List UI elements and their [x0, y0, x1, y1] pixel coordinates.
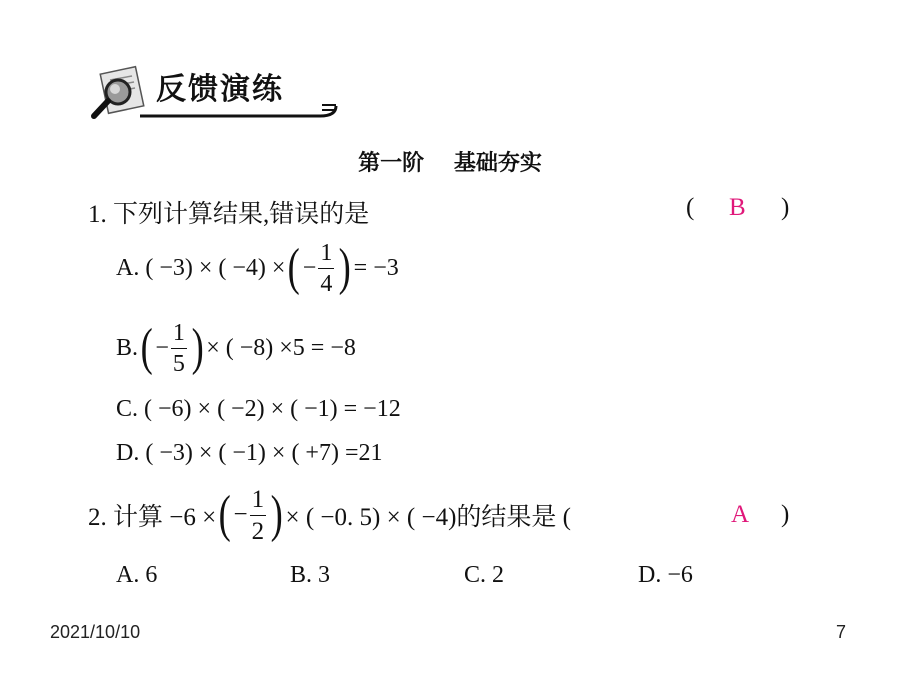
- option-c: C. ( −6) × ( −2) × ( −1) = −12: [116, 396, 401, 422]
- option-a-sign: −: [302, 254, 317, 281]
- title-underline: [140, 96, 345, 122]
- option-d: D. ( −3) × ( −1) × ( +7) =21: [116, 440, 383, 466]
- question-1-answer: B: [729, 194, 746, 221]
- question-2-fraction: [250, 487, 267, 544]
- question-2-sign: −: [233, 501, 248, 528]
- magnifier-icon: [88, 64, 148, 120]
- question-2-answer: A: [731, 501, 750, 528]
- fraction-numerator: 1: [171, 321, 187, 349]
- question-1-paren-close: ): [781, 194, 790, 221]
- left-paren: (: [218, 486, 231, 543]
- right-paren: ): [338, 239, 352, 296]
- question-2-prefix: 2. 计算 −6 ×: [88, 504, 217, 531]
- option-b-sign: −: [155, 334, 169, 361]
- option-a-suffix: = −3: [353, 254, 399, 281]
- fraction-denominator: 4: [320, 270, 333, 297]
- option-b-prefix: B.: [116, 334, 139, 361]
- left-paren: (: [288, 239, 301, 296]
- section-title: 第一阶 基础夯实: [358, 150, 542, 176]
- question-1-paren-open: (: [686, 194, 695, 221]
- option-a: [116, 240, 399, 296]
- page-number: 7: [836, 622, 847, 642]
- option-b-suffix: × ( −8) ×5 = −8: [206, 334, 356, 361]
- question-1-text: 1. 下列计算结果,错误的是: [88, 201, 370, 228]
- left-paren: (: [140, 319, 153, 376]
- fraction-numerator: 1: [318, 241, 334, 269]
- question-2-paren-close: ): [781, 501, 790, 528]
- right-paren: ): [270, 486, 283, 543]
- footer-date: 2021/10/10: [50, 622, 141, 642]
- question-2-suffix: × ( −0. 5) × ( −4)的结果是 (: [285, 504, 571, 531]
- fraction-numerator: 1: [250, 487, 267, 516]
- choice-a: A. 6: [116, 562, 158, 588]
- question-1: [88, 194, 369, 230]
- question-2: [88, 486, 571, 544]
- fraction-denominator: 2: [251, 517, 265, 545]
- page-title: 反馈演练: [156, 72, 284, 107]
- right-paren: ): [191, 319, 204, 376]
- option-b-fraction: [171, 321, 187, 376]
- choice-b: B. 3: [290, 562, 331, 588]
- option-b: [116, 320, 356, 376]
- choice-d: D. −6: [638, 562, 693, 588]
- choice-c: C. 2: [464, 562, 505, 588]
- option-a-fraction: [318, 241, 334, 296]
- option-a-prefix: A. ( −3) × ( −4) ×: [116, 254, 286, 281]
- fraction-denominator: 5: [172, 350, 185, 377]
